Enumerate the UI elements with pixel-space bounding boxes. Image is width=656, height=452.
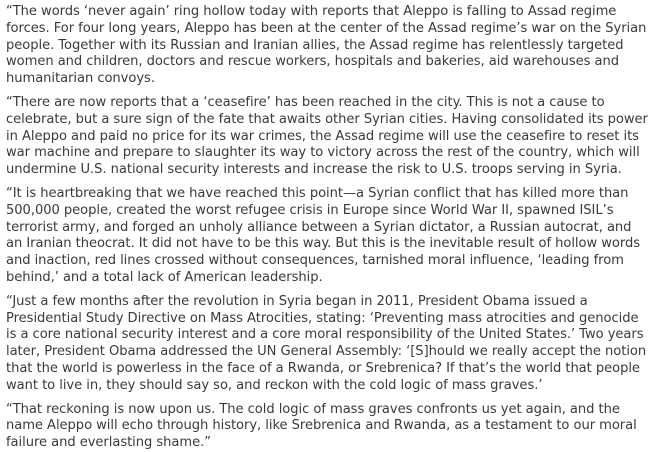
paragraph-heartbreaking: “It is heartbreaking that we have reached this point—a Syrian conflict that has killed more than 500,000 people, created the worst refugee crisis in Europe since World War II, spawned ISIL’s terrorist army, and forged an unholy alliance between a Syrian dictator, a Russian autocrat, and an Iranian theocrat. It did not have to be this way. But this is the inevitable result of hollow words and inaction, red lines crossed without consequences, tarnished moral influence, ‘leading from behind,’ and a total lack of American leadership. [6, 185, 641, 285]
paragraph-reckoning: “That reckoning is now upon us. The cold logic of mass graves confronts us yet again, and the name Aleppo will echo through history, like Srebrenica and Rwanda, as a testament to our moral failure and everlasting shame.” [6, 401, 637, 451]
paragraph-obama-directive: “Just a few months after the revolution in Syria began in 2011, President Obama issued a Presidential Study Directive on Mass Atrocities, stating: ‘Preventing mass atrocities and genocide is a core national security interest and a core moral responsibility of the United States.’ Two years later, President Obama addressed the UN General Assembly: ‘[S]hould we really accept the notion that the world is powerless in the face of a Rwanda, or Srebrenica? If that’s the world that people want to live in, they should say so, and reckon with the cold logic of mass graves.’ [6, 293, 647, 393]
paragraph-ceasefire: “There are now reports that a ‘ceasefire’ has been reached in the city. This is not a cause to celebrate, but a sure sign of the fate that awaits other Syrian cities. Having consolidated its power in Aleppo and paid no price for its war crimes, the Assad regime will use the ceasefire to reset its war machine and prepare to slaughter its way to victory across the rest of the country, which will undermine U.S. national security interests and increase the risk to U.S. troops serving in Syria. [6, 94, 648, 178]
paragraph-aleppo-falling: “The words ‘never again’ ring hollow today with reports that Aleppo is falling to Assad regime forces. For four long years, Aleppo has been at the center of the Assad regime’s war on the Syrian people. Together with its Russian and Iranian allies, the Assad regime has relentlessly targeted women and children, doctors and rescue workers, hospitals and bakeries, aid warehouses and humanitarian convoys. [6, 4, 647, 87]
